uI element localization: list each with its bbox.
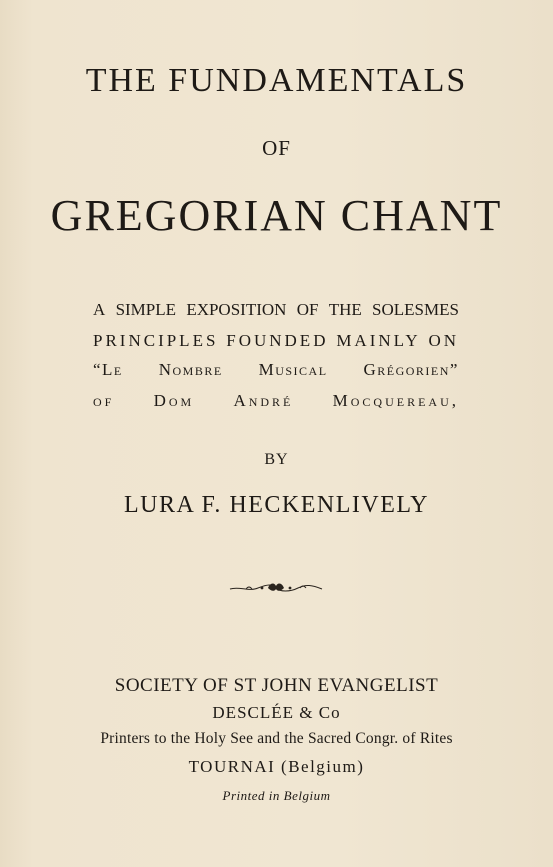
word: SIMPLE (115, 300, 177, 319)
publisher-description: Printers to the Holy See and the Sacred Congr. of Rites (100, 730, 453, 747)
word: “Le (93, 360, 123, 379)
word: Mocquereau, (332, 391, 459, 410)
author-name: LURA F. HECKENLIVELY (124, 492, 429, 518)
byline-by: BY (264, 451, 289, 468)
publisher-society: SOCIETY OF ST JOHN EVANGELIST (114, 675, 439, 696)
subtitle-line-4 (93, 391, 459, 411)
word: André (233, 391, 294, 410)
title-line-2: OF (262, 136, 291, 160)
word: EXPOSITION (186, 300, 287, 319)
word: ON (428, 331, 459, 350)
word: THE (328, 300, 362, 319)
word: OF (296, 300, 319, 319)
printed-in: Printed in Belgium (222, 788, 331, 803)
word: Grégorien” (363, 360, 459, 379)
subtitle-line-3 (93, 360, 459, 380)
word: FOUNDED (226, 331, 329, 350)
subtitle-line-2 (93, 331, 459, 351)
word: Musical (258, 360, 328, 379)
word: Dom (153, 391, 195, 410)
word: SOLESMES (372, 300, 459, 319)
word: Nombre (158, 360, 223, 379)
word: of (93, 391, 115, 410)
publisher-name: DESCLÉE & Co (212, 703, 341, 722)
word: A (93, 300, 106, 319)
publisher-location: TOURNAI (Belgium) (188, 757, 365, 776)
title-line-1: THE FUNDAMENTALS (85, 62, 468, 99)
floral-ornament-icon (228, 580, 324, 596)
subtitle-line-1 (93, 300, 459, 320)
word: PRINCIPLES (93, 331, 219, 350)
word: MAINLY (336, 331, 421, 350)
title-line-3: GREGORIAN CHANT (50, 191, 503, 240)
